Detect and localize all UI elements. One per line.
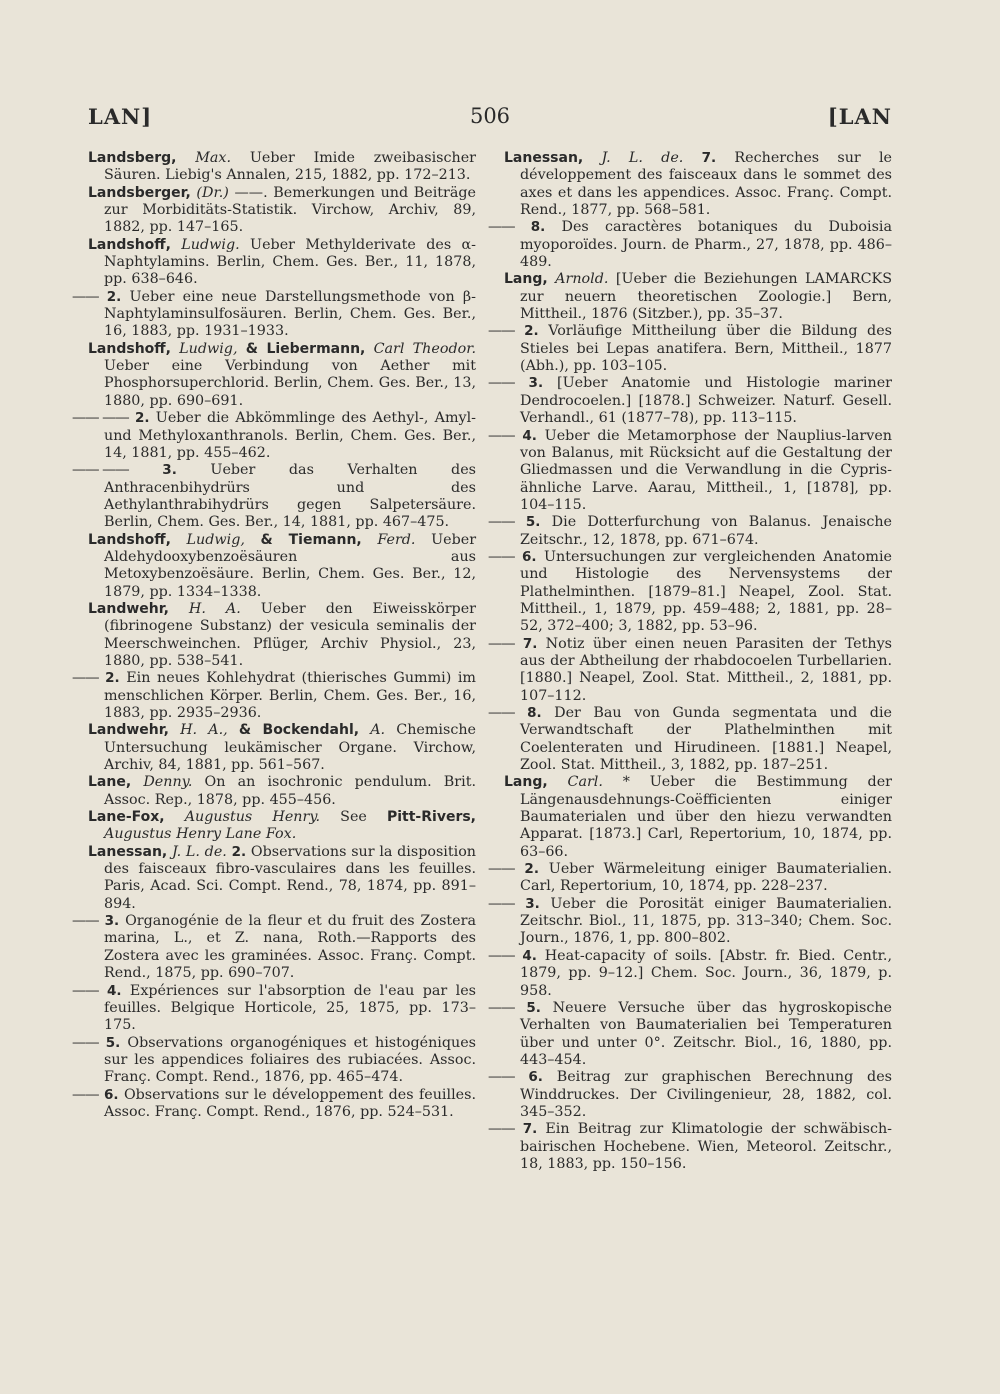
entry-text: Beitrag zur graphischen Berechnung des Winddruckes. Der Civilingenieur, 28, 1882, col. 345–352. [520,1069,893,1120]
entry-dash: —— [488,1069,515,1086]
entry-dash: —— [488,375,515,392]
bibliography-entry [488,1121,893,1173]
author-forename: Denny. [143,774,193,791]
author-forename: Max. [195,150,232,166]
bibliography-entry [88,237,476,289]
entry-text: Ueber die Porosität einiger Baumaterialien. Zeitschr. Biol., 11, 1875, pp. 313–340; Chem. Soc. Journ., 1876, 1, pp. 800–802. [520,895,892,947]
entry-text: Neuere Versuche über das hygroskopische Verhalten von Baumaterialien bei Temperaturen über und unter 0°. Zeitschr. Biol., 16, 1880, pp. 443–454. [520,999,893,1068]
bibliography-entry [88,185,476,237]
author-forename: J. L. de. [171,843,227,860]
entry-text: Ueber Imide zweibasischer Säuren. Liebig's Annalen, 215, 1882, pp. 172–213. [104,150,476,184]
entry-text: Ueber die Metamorphose der Nauplius-larven von Balanus, mit Rücksicht auf die Gestaltung der Gliedmassen und die Verwandlung in die Cypris-ähnliche Larve. Aarau, Mittheil., 1, [1878], pp. 104–115. [520,427,893,513]
entry-text: Ein Beitrag zur Klimatologie der schwäbisch-bairischen Hochebene. Wien, Meteorol. Zeitschr., 18, 1883, pp. 150–156. [520,1121,893,1172]
see-reference-forename: Augustus Henry Lane Fox. [104,826,297,843]
entry-text: Ueber eine neue Darstellungsmethode von β-Naphtylaminsulfosäuren. Berlin, Chem. Ges. Ber., 16, 1883, pp. 1931–1933. [104,288,477,340]
entry-number: 7. [522,635,538,652]
bibliography-entry [72,410,477,462]
bibliography-entry [88,532,476,601]
entry-dash: —— [72,982,99,999]
entry-number: 3. [528,375,544,392]
entry-dash: —— [72,1086,99,1103]
author-surname: Landshoff, [88,531,171,548]
entry-dash: —— [488,999,515,1016]
bibliography-entry [72,1086,476,1122]
entry-text: Organogénie de la fleur et du fruit des Zostera marina, L., et Z. nana, Roth.—Rapports des Zostera avec les graminées. Assoc. Franç. Compt. Rend., 1875, pp. 690–707. [104,913,477,982]
bibliography-entry [72,288,477,341]
entry-text: On an isochronic pendulum. Brit. Assoc. Rep., 1878, pp. 455–456. [104,774,477,808]
bibliography-entry [88,150,476,185]
entry-text: Heat-capacity of soils. [Abstr. fr. Bied. Centr., 1879, pp. 9–12.] Chem. Soc. Journ., 36, 1879, p. 958. [520,947,892,999]
entry-dash: —— [72,670,99,687]
bibliography-entry [488,427,893,515]
entry-number: 2. [105,670,120,687]
entry-dash: —— [488,861,515,878]
entry-text: Die Dotterfurchung von Balanus. Jenaische Zeitschr., 12, 1878, pp. 671–674. [520,514,892,548]
entry-number: 6. [528,1069,543,1086]
author-surname: Landwehr, [88,722,169,739]
entry-text: Chemische Untersuchung leukämischer Organe. Virchow, Archiv, 84, 1881, pp. 561–567. [104,722,476,774]
entry-dash: —— [72,288,99,305]
entry-number: 2. [134,410,150,427]
entry-text: [Ueber die Beziehungen LAMARCKS zur neuern theoretischen Zoologie.] Bern, Mittheil., 1876 (Sitzber.), pp. 35–37. [520,271,893,323]
entry-number: 5. [526,999,541,1016]
entry-text: See [340,809,367,826]
bibliography-entry [488,947,892,1000]
bibliography-entry [488,375,893,427]
entry-dash: —— [488,427,515,444]
entry-number: 3. [162,462,177,479]
bibliography-entry [488,1069,893,1121]
bibliography-entry [488,323,892,375]
header-right-guide-word: [LAN [827,104,892,129]
author-surname: Lanessan, [504,150,584,166]
author-forename: Augustus Henry. [184,809,321,826]
entry-text: Ueber Wärmeleitung einiger Baumaterialien. Carl, Repertorium, 10, 1874, pp. 228–237. [520,861,893,895]
author-forename: Ludwig, [179,340,238,357]
bibliography-entry [488,895,892,948]
author-forename: H. A. [188,600,241,617]
bibliography-entry [504,271,892,323]
author-surname: Lang, [504,271,548,288]
left-column [72,150,477,1121]
entry-number: 6. [522,548,537,565]
entry-text: Expériences sur l'absorption de l'eau par les feuilles. Belgique Horticole, 25, 1875, pp. 173–175. [104,982,477,1034]
entry-text: Ueber Methylderivate des α-Naphtylamins. Berlin, Chem. Ges. Ber., 11, 1878, pp. 638–646. [104,236,477,288]
entry-dash: —— —— [72,410,129,427]
coauthor-surname: & Liebermann, [245,340,366,357]
entry-number: 2. [106,288,122,305]
coauthor-forename: Carl Theodor. [373,340,477,357]
entry-dash: —— [488,219,515,236]
coauthor-forename: Ferd. [377,531,416,548]
coauthor-surname: & Tiemann, [260,531,362,548]
entry-text: Observations sur le développement des feuilles. Assoc. Franç. Compt. Rend., 1876, pp. 524–531. [104,1086,476,1120]
bibliography-entry [72,913,477,982]
bibliography-entry [488,635,893,705]
author-forename: Ludwig. [181,236,240,253]
author-surname: Lane-Fox, [88,809,165,826]
bibliography-entry [88,809,476,844]
entry-text: Ueber die Abkömmlinge des Aethyl-, Amyl- und Methyloxanthranols. Berlin, Chem. Ges. Ber., 14, 1881, pp. 455–462. [104,410,477,461]
author-surname: Landsberger, [88,184,191,201]
author-forename: H. A., [180,722,228,739]
entry-dash: —— —— [72,462,129,479]
author-surname: Landshoff, [88,236,171,253]
entry-text: Ueber Aldehydooxybenzoësäuren aus Metoxybenzoësäure. Berlin, Chem. Ges. Ber., 12, 1879, pp. 1334–1338. [104,531,477,600]
entry-number: 6. [104,1086,119,1103]
see-reference-surname: Pitt-Rivers, [386,809,476,826]
bibliography-entry [88,844,476,913]
author-surname: Landshoff, [88,340,171,357]
header-left-guide-word: LAN] [88,104,153,129]
bibliography-entry [72,1034,477,1087]
author-forename: Carl. [567,774,603,791]
entry-number: 2. [524,323,539,340]
entry-dash: —— [488,947,515,964]
coauthor-surname: & Bockendahl, [238,722,360,739]
bibliography-entry [72,982,477,1035]
entry-text: Ueber das Verhalten des Anthracenbihydrürs und des Aethylanthrabihydrürs gegen Salpetersäure. Berlin, Chem. Ges. Ber., 14, 1881, pp. 467–475. [104,462,476,531]
page-number: 506 [469,104,511,128]
entry-number: 8. [527,705,542,721]
bibliography-entry [488,999,893,1069]
entry-dash: —— [488,323,515,340]
entry-text: Observations sur la disposition des faisceaux fibro-vasculaires dans les feuilles. Paris, Acad. Sci. Compt. Rend., 78, 1874, pp. 891–894. [104,843,477,912]
bibliography-entry [488,548,892,636]
entry-number: 8. [530,219,546,236]
entry-dash: —— [488,635,515,652]
author-surname: Lanessan, [88,843,168,860]
entry-number: 3. [525,895,540,912]
entry-number: 2. [524,861,539,878]
author-forename: Ludwig, [186,531,245,548]
entry-number: 3. [104,913,120,930]
entry-number: 5. [105,1034,121,1051]
entry-number: 4. [522,947,537,964]
entry-text: ——. Bemerkungen und Beiträge zur Morbiditäts-Statistik. Virchow, Archiv, 89, 1882, pp. 147–165. [104,184,477,236]
entry-dash: —— [488,1121,515,1138]
page-header [88,104,892,134]
author-surname: Landsberg, [88,150,177,166]
author-forename: (Dr.) [196,184,229,201]
entry-text: Untersuchungen zur vergleichenden Anatomie und Histologie des Nervensystems der Plathelminthen. [1879–81.] Neapel, Zool. Stat. Mittheil., 1, 1879, pp. 459–488; 2, 1881, pp. 28–52, 372–400; 3, 1882, pp. 53–96. [520,548,892,635]
entry-text: Recherches sur le développement des faisceaux dans le sommet des axes et dans les appendices. Assoc. Franç. Compt. Rend., 1877, pp. 568–581. [520,150,893,219]
author-surname: Lang, [504,774,548,791]
entry-number: 5. [525,514,541,531]
bibliography-entry [488,861,893,896]
bibliography-entry [504,774,892,861]
bibliography-entry [488,219,892,271]
entry-text: Observations organogéniques et histogéniques sur les appendices foliaires des rubiacées. Assoc. Franç. Compt. Rend., 1876, pp. 465–474. [104,1034,477,1086]
bibliography-entry [88,774,476,809]
author-surname: Lane, [88,774,132,791]
entry-dash: —— [488,705,515,721]
entry-text: [Ueber Anatomie und Histologie mariner Dendrocoelen.] [1878.] Schweizer. Naturf. Gesell. Verhandl., 61 (1877–78), pp. 113–115. [520,375,893,427]
bibliography-entry [504,150,892,219]
bibliography-entry [88,601,476,670]
entry-text: Des caractères botaniques du Duboisia myoporoïdes. Journ. de Pharm., 27, 1878, pp. 486–489. [520,219,892,271]
bibliography-entry [488,705,892,774]
bibliography-entry [488,514,892,549]
author-forename: J. L. de. [601,150,684,166]
entry-number: 7. [522,1121,538,1138]
bibliography-entry [88,722,476,774]
right-column [488,150,893,1173]
coauthor-forename: A. [370,722,386,739]
entry-dash: —— [488,548,515,565]
bibliography-entry [72,670,476,722]
entry-text: Vorläufige Mittheilung über die Bildung des Stieles bei Lepas anatifera. Bern, Mittheil., 1877 (Abh.), pp. 103–105. [520,323,892,375]
bibliography-entry [72,462,476,531]
entry-number: 7. [701,150,717,166]
entry-text: Ein neues Kohlehydrat (thierisches Gummi) im menschlichen Körper. Berlin, Chem. Ges. Ber., 16, 1883, pp. 2935–2936. [104,670,476,721]
entry-text: Der Bau von Gunda segmentata und die Verwandtschaft der Plathelminthen mit Coelenteraten und Hirudineen. [1881.] Neapel, Zool. Stat. Mittheil., 3, 1882, pp. 187–251. [520,705,892,774]
entry-text: Ueber den Eiweisskörper (fibrinogene Substanz) der vesicula seminalis der Meerschweinchen. Pflüger, Archiv Physiol., 23, 1880, pp. 538–541. [104,600,477,669]
entry-number: 2. [231,843,247,860]
entry-number: 4. [522,427,537,444]
entry-text: Ueber eine Verbindung von Aether mit Phosphorsuperchlorid. Berlin, Chem. Ges. Ber., 13, 1880, pp. 690–691. [104,358,476,409]
entry-dash: —— [488,514,515,531]
entry-number: 4. [106,982,122,999]
entry-dash: —— [72,1034,99,1051]
entry-text: Notiz über einen neuen Parasiten der Tethys aus der Abtheilung der rhabdocoelen Turbellarien. [1880.] Neapel, Zool. Stat. Mittheil., 2, 1881, pp. 107–112. [520,635,893,704]
entry-dash: —— [72,913,99,930]
entry-dash: —— [488,895,515,912]
author-surname: Landwehr, [88,600,169,617]
bibliography-entry [88,341,476,410]
entry-text: * Ueber die Bestimmung der Längenausdehnungs-Coëfficienten einiger Baumaterialen und über den hiezu verwandten Apparat. [1873.] Carl, Repertorium, 10, 1874, pp. 63–66. [520,774,892,860]
author-forename: Arnold. [555,271,609,288]
